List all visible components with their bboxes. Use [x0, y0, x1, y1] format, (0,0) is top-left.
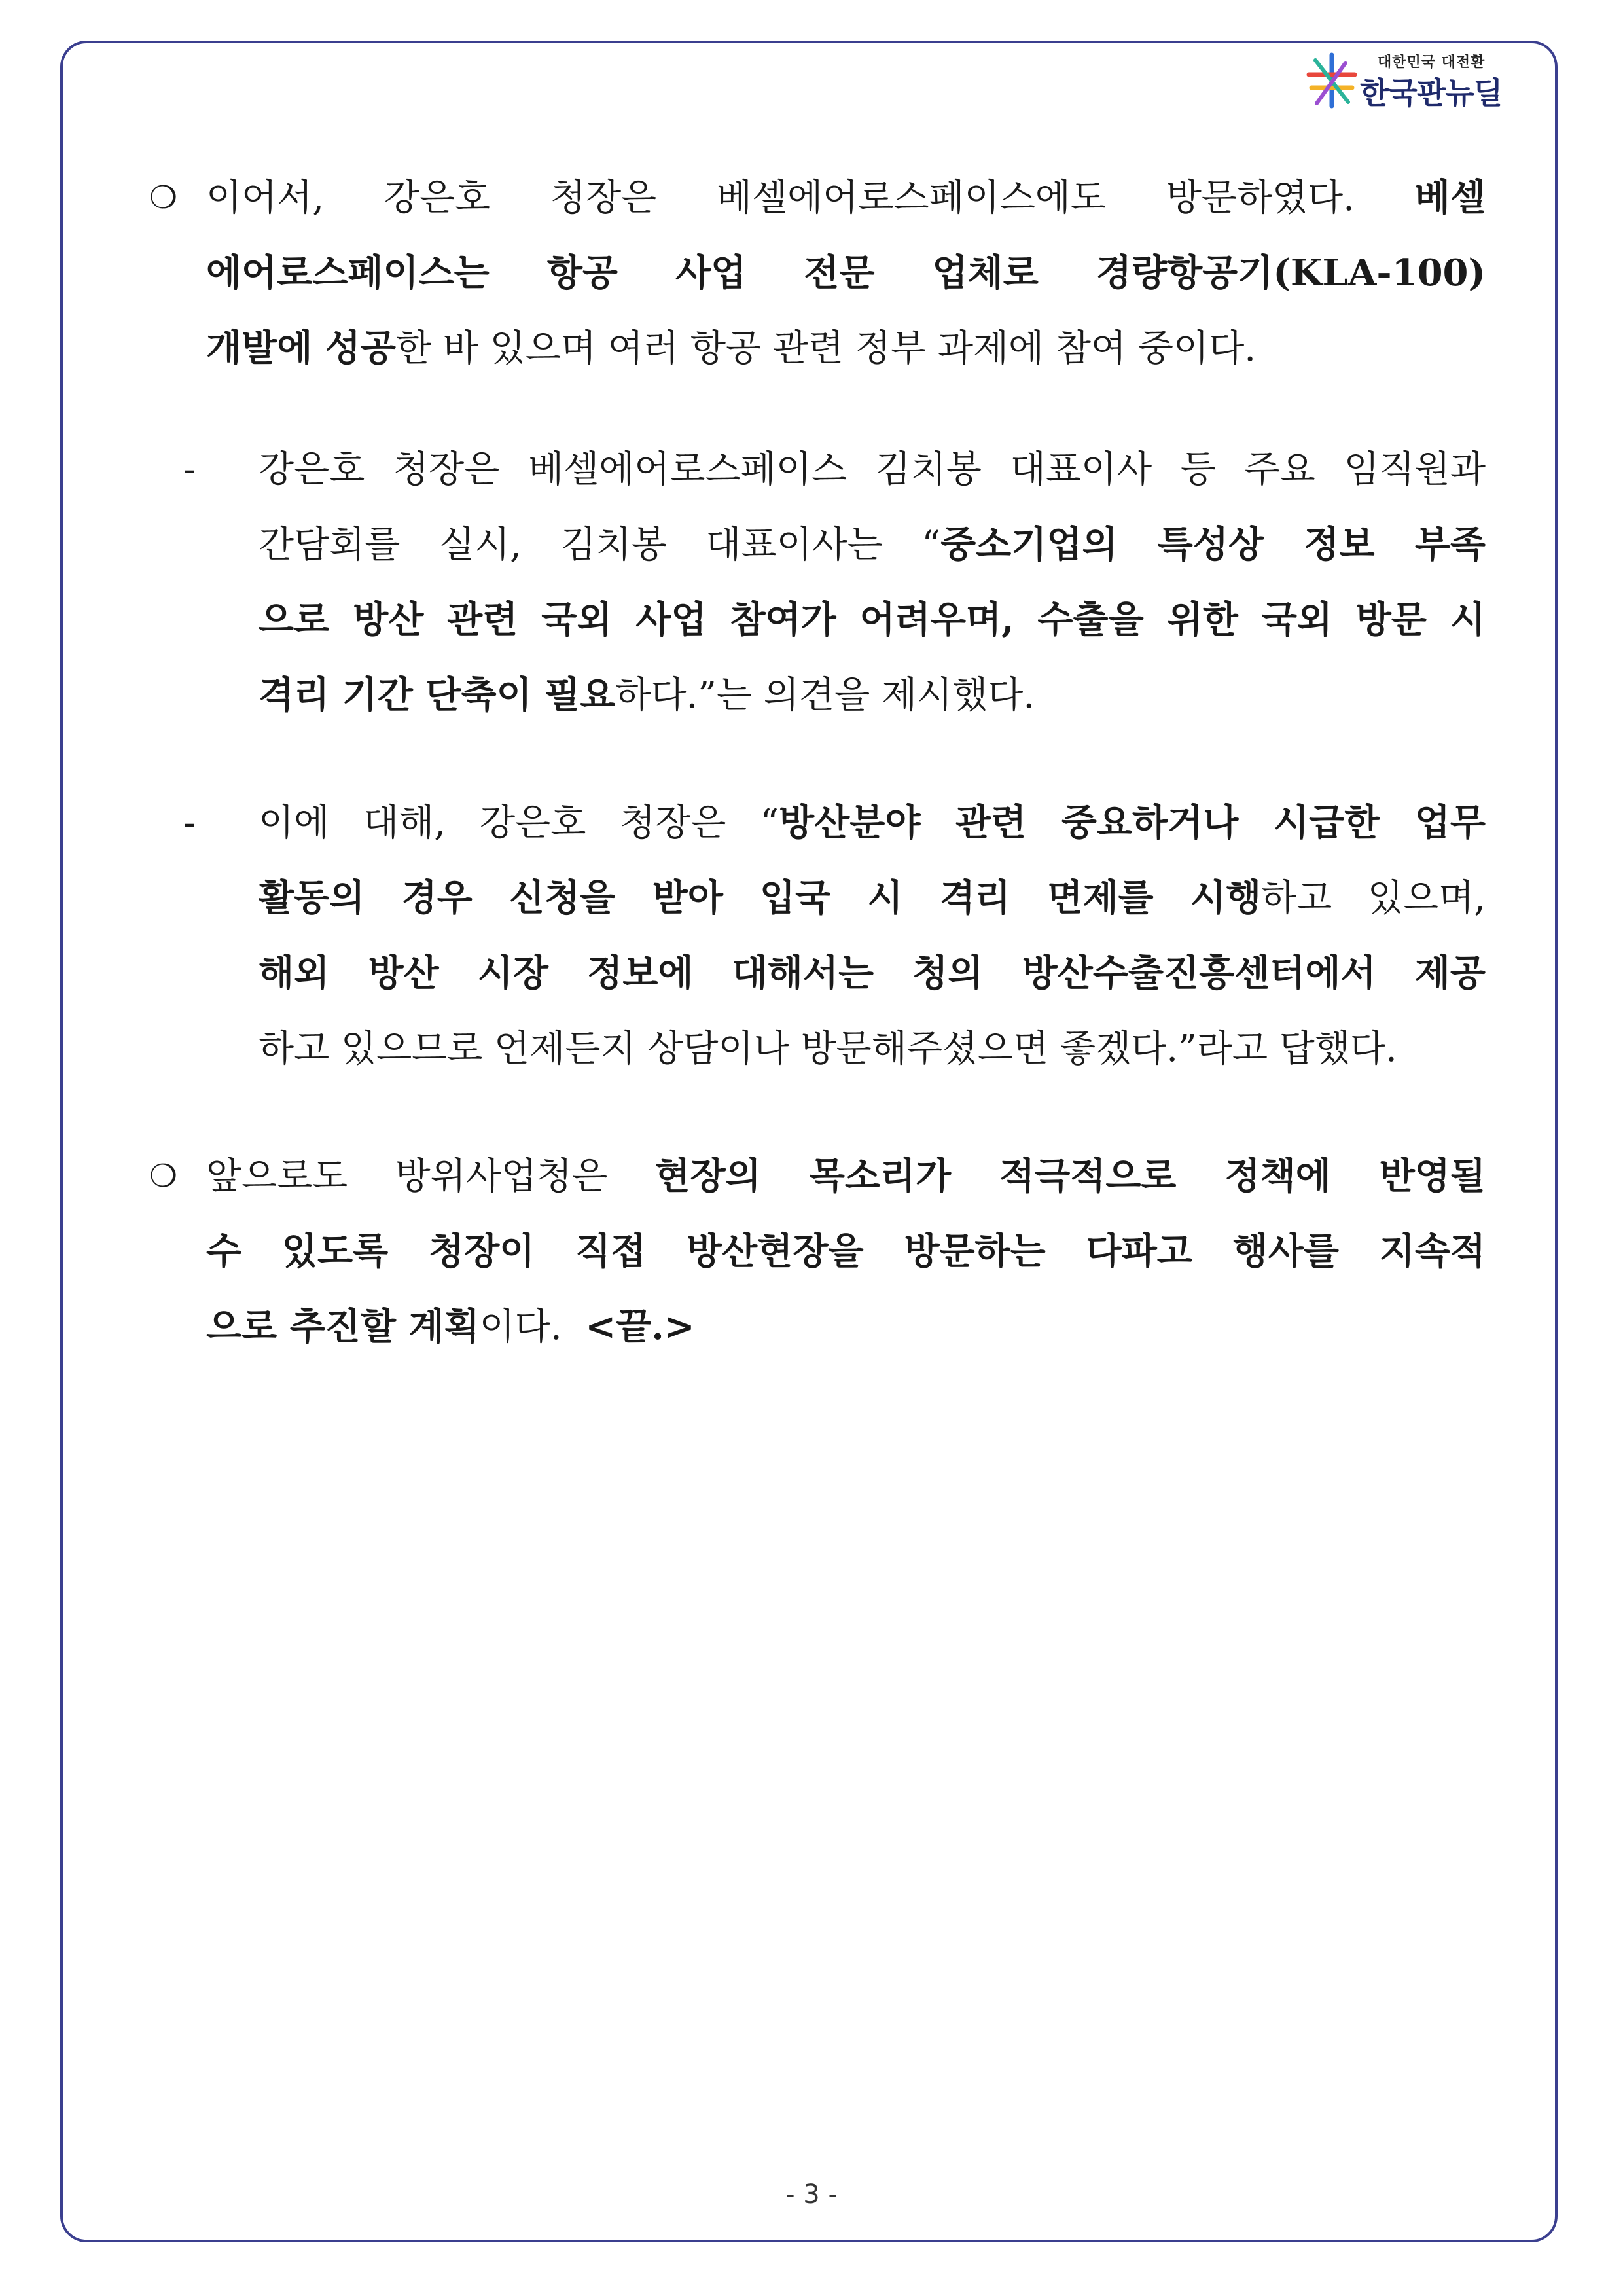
korean-new-deal-logo	[1302, 51, 1503, 117]
paragraph-4-line-2: 수 있도록 청장이 직접 방산현장을 방문하는 다파고 행사를 지속적	[206, 1230, 1486, 1273]
circle-bullet-icon: ❍	[149, 179, 178, 216]
paragraph-3-line-4: 하고 있으므로 언제든지 상담이나 방문해주셨으면 좋겠다.”라고 답했다.	[259, 1028, 1397, 1070]
paragraph-1	[144, 160, 1486, 386]
paragraph-4	[144, 1139, 1486, 1365]
new-deal-symbol-icon	[1302, 51, 1361, 110]
paragraph-4-line-3: 으로 추진할 계획이다. <끝.>	[206, 1305, 695, 1348]
logo-name: 한국판뉴딜	[1360, 75, 1503, 111]
paragraph-1-line-3: 개발에 성공한 바 있으며 여러 항공 관련 정부 과제에 참여 중이다.	[206, 327, 1257, 370]
paragraph-2	[183, 432, 1486, 733]
logo-slogan: 대한민국 대전환	[1378, 54, 1486, 71]
paragraph-2-line-1: 강은호 청장은 베셀에어로스페이스 김치봉 대표이사 등 주요 임직원과	[259, 448, 1486, 491]
paragraph-1-line-2: 에어로스페이스는 항공 사업 전문 업체로 경량항공기(KLA-100)	[206, 251, 1486, 295]
paragraph-4-line-1: 앞으로도 방위사업청은 현장의 목소리가 적극적으로 정책에 반영될	[206, 1155, 1486, 1198]
paragraph-3-line-1: 이에 대해, 강은호 청장은 “방산분야 관련 중요하거나 시급한 업무	[259, 801, 1486, 844]
end-mark: <끝.>	[585, 1305, 695, 1348]
paragraph-2-line-3: 으로 방산 관련 국외 사업 참여가 어려우며, 수출을 위한 국외 방문 시	[259, 598, 1486, 641]
paragraph-3-line-2: 활동의 경우 신청을 받아 입국 시 격리 면제를 시행하고 있으며,	[259, 876, 1486, 920]
paragraph-1-line-1: 이어서, 강은호 청장은 베셀에어로스페이스에도 방문하였다. 베셀	[206, 176, 1486, 219]
dash-bullet: -	[183, 802, 196, 844]
page-number: - 3 -	[785, 2179, 838, 2210]
paragraph-3	[183, 785, 1486, 1086]
paragraph-2-line-4: 격리 기간 단축이 필요하다.”는 의견을 제시했다.	[259, 673, 1035, 717]
paragraph-3-line-3: 해외 방산 시장 정보에 대해서는 청의 방산수출진흥센터에서 제공	[259, 952, 1486, 995]
circle-bullet-icon: ❍	[149, 1158, 178, 1194]
dash-bullet: -	[183, 448, 196, 491]
paragraph-2-line-2: 간담회를 실시, 김치봉 대표이사는 “중소기업의 특성상 정보 부족	[259, 523, 1486, 566]
document-body	[144, 160, 1486, 1365]
